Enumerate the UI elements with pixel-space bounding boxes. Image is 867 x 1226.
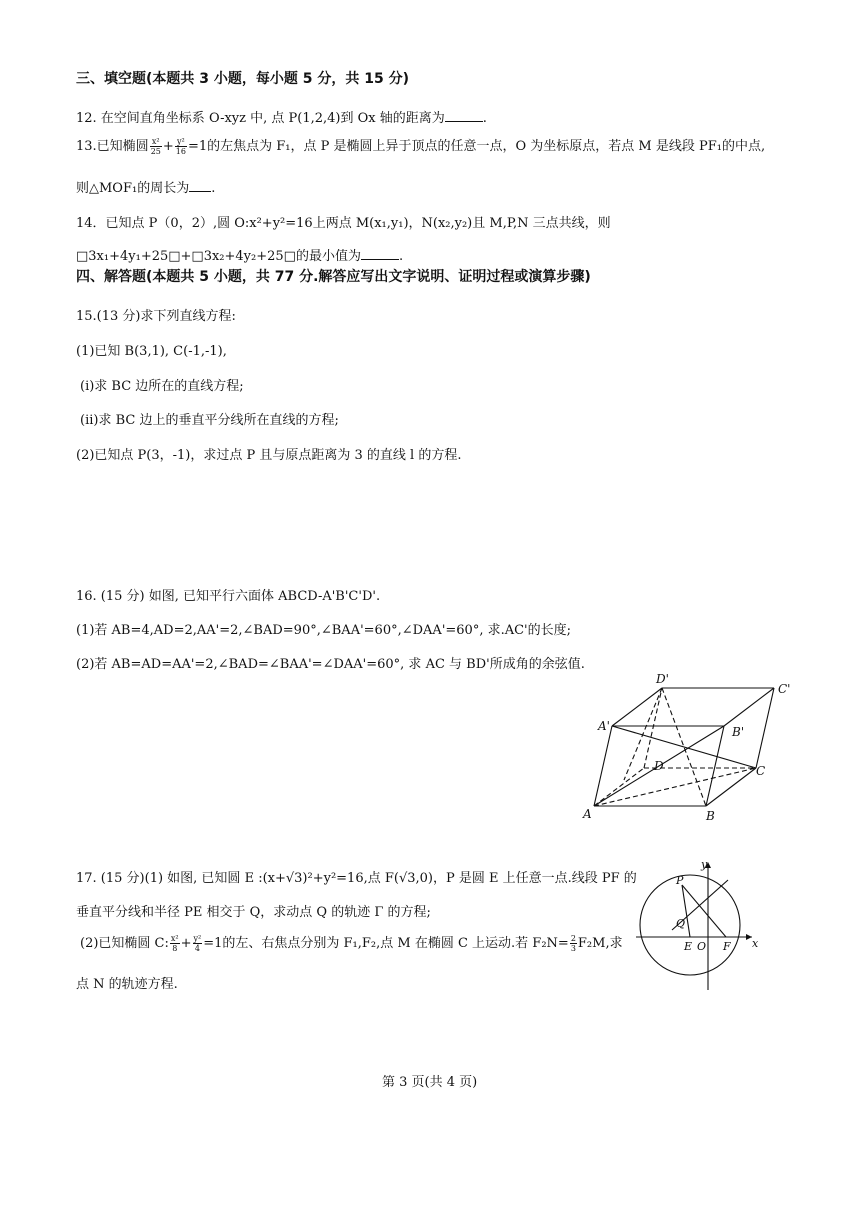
label-A1: A' xyxy=(598,719,610,733)
question-13-cont-text: 则△MOF₁的周长为 xyxy=(76,181,190,196)
question-13-text: =1的左焦点为 F₁，点 P 是椭圆上异于顶点的任意一点，O 为坐标原点，若点 M 是线段 PF₁的中点, xyxy=(187,139,766,154)
fraction-denominator: 3 xyxy=(570,944,576,953)
label-E: E xyxy=(684,940,693,953)
label-F: F xyxy=(723,940,731,953)
fraction-denominator: 25 xyxy=(150,147,161,156)
question-17-part-2-end: F₂M,求 xyxy=(577,936,623,951)
question-17-part-2-text: =1的左、右焦点分别为 F₁,F₂,点 M 在椭圆 C 上运动.若 F₂N= xyxy=(203,936,569,951)
fraction-numerator: y² xyxy=(193,934,202,943)
label-C1: C' xyxy=(778,682,791,696)
fraction-denominator: 4 xyxy=(194,944,200,953)
question-13-lead: 13.已知椭圆 xyxy=(76,139,149,154)
plus-sign: + xyxy=(180,936,192,951)
fraction-numerator: 2 xyxy=(570,934,576,943)
circle-E xyxy=(640,875,740,975)
question-14: 14．已知点 P（0，2）,圆 O:x²+y²=16上两点 M(x₁,y₁)，N(x₂,y₂)且 M,P,N 三点共线，则 xyxy=(76,216,611,231)
label-D1: D' xyxy=(656,672,669,686)
page-footer: 第 3 页(共 4 页) xyxy=(382,1075,478,1090)
question-15-part-1i: (i)求 BC 边所在的直线方程; xyxy=(80,379,244,394)
fraction-numerator: y² xyxy=(175,137,187,147)
period: . xyxy=(398,249,404,264)
question-12-text: 12. 在空间直角坐标系 O-xyz 中, 点 P(1,2,4)到 Ox 轴的距离为 xyxy=(76,111,445,126)
period: . xyxy=(211,181,216,196)
question-17-part-2-cont: 点 N 的轨迹方程. xyxy=(76,977,178,992)
label-B1: B' xyxy=(732,725,745,739)
question-16-part-1: (1)若 AB=4,AD=2,AA'=2,∠BAD=90°,∠BAA'=60°,∠DAA'=60°, 求.AC'的长度; xyxy=(76,623,572,638)
label-P: P xyxy=(676,874,684,887)
question-16-part-2: (2)若 AB=AD=AA'=2,∠BAD=∠BAA'=∠DAA'=60°, 求 AC 与 BD'所成角的余弦值. xyxy=(76,657,585,672)
question-16: 16. (15 分) 如图, 已知平行六面体 ABCD-A'B'C'D'. xyxy=(76,589,381,604)
label-O: O xyxy=(697,940,707,953)
label-y: y xyxy=(701,858,708,871)
fraction-numerator: x² xyxy=(150,137,162,147)
section-4-title: 四、解答题(本题共 5 小题，共 77 分.解答应写出文字说明、证明过程或演算步骤) xyxy=(76,269,591,285)
question-15-part-2: (2)已知点 P(3，-1)，求过点 P 且与原点距离为 3 的直线 l 的方程. xyxy=(76,448,462,463)
question-14-cont-text: □3x₁+4y₁+25□+□3x₂+4y₂+25□的最小值为 xyxy=(76,249,361,264)
question-17: 17. (15 分)(1) 如图, 已知圆 E :(x+√3)²+y²=16,点 F(√3,0)，P 是圆 E 上任意一点.线段 PF 的 xyxy=(76,871,637,886)
label-x: x xyxy=(752,937,759,950)
fraction-denominator: 16 xyxy=(175,147,186,156)
label-D: D xyxy=(654,759,664,773)
period: . xyxy=(482,111,487,126)
question-15: 15.(13 分)求下列直线方程: xyxy=(76,309,236,324)
label-B: B xyxy=(706,809,715,823)
label-C: C xyxy=(756,764,766,778)
fraction-numerator: x² xyxy=(170,934,179,943)
label-Q: Q xyxy=(676,917,686,930)
label-A: A xyxy=(583,807,592,821)
fraction-denominator: 8 xyxy=(172,944,178,953)
question-15-part-1: (1)已知 B(3,1), C(-1,-1), xyxy=(76,344,227,359)
plus-sign: + xyxy=(162,139,174,154)
question-17-cont: 垂直平分线和半径 PE 相交于 Q，求动点 Q 的轨迹 Γ 的方程; xyxy=(76,905,431,920)
section-3-title: 三、填空题(本题共 3 小题，每小题 5 分，共 15 分) xyxy=(76,71,410,87)
question-15-part-1ii: (ii)求 BC 边上的垂直平分线所在直线的方程; xyxy=(80,413,339,428)
question-17-part-2-lead: (2)已知椭圆 C: xyxy=(80,936,169,951)
